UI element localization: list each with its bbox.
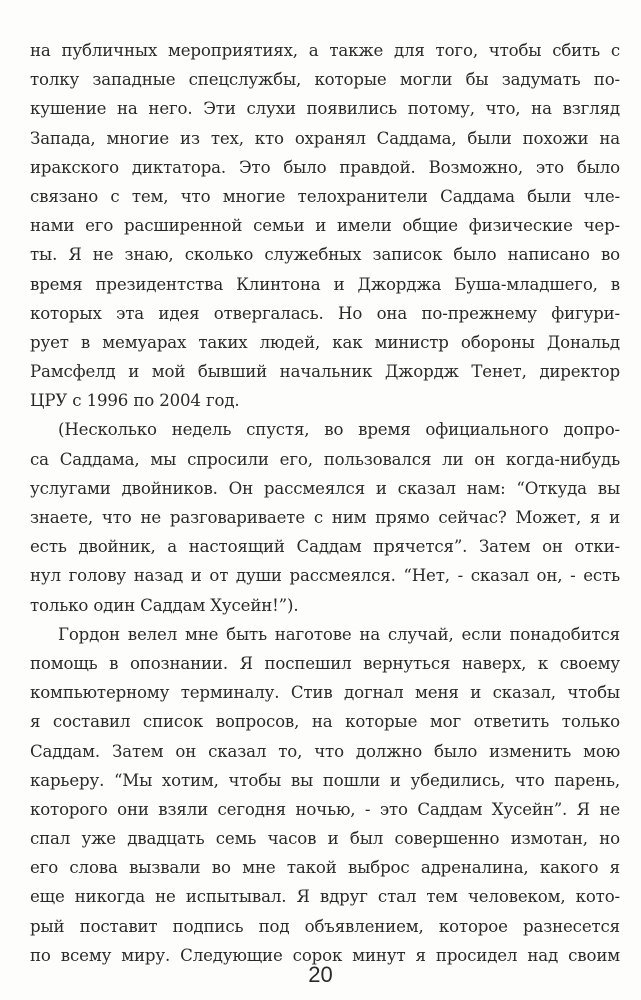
text-line: Запада, многие из тех, кто охранял Саддама, были похожи на [30,128,620,148]
text-line: которого они взяли сегодня ночью, - это Саддам Хусейн”. Я не [30,799,620,819]
body-text [30,36,620,970]
text-line: спал уже двадцать семь часов и был совершенно измотан, но [30,829,620,849]
page-number: 20 [308,962,333,987]
text-line: которых эта идея отвергалась. Но она по-прежнему фигури- [30,303,620,323]
text-line: знаете, что не разговариваете с ним прямо сейчас? Может, я и [30,508,620,527]
text-line: нами его расширенной семьи и имели общие физические чер- [30,216,620,236]
text-line: Рамсфелд и мой бывший начальник Джордж Тенет, директор [30,362,620,382]
text-line: карьеру. “Мы хотим, чтобы вы пошли и убедились, что парень, [30,770,620,790]
text-line: я составил список вопросов, на которые мог ответить только [30,712,620,732]
text-line: толку западные спецслужбы, которые могли бы задумать по- [30,70,620,90]
text-line: нул голову назад и от души рассмеялся. “Нет, - сказал он, - есть [30,566,620,586]
text-line: рый поставит подпись под объявлением, которое разнесется [30,916,620,936]
text-line: еще никогда не испытывал. Я вдруг стал тем человеком, кото- [30,887,620,907]
text-line: только один Саддам Хусейн!”). [30,595,299,615]
paragraph [30,415,620,619]
text-line: кушение на него. Эти слухи появились потому, что, на взгляд [30,99,620,119]
text-line: (Несколько недель спустя, во время официального допро- [58,420,620,440]
text-line: иракского диктатора. Это было правдой. Возможно, это было [30,157,620,177]
text-line: рует в мемуарах таких людей, как министр обороны Дональд [30,332,620,352]
paragraph [30,620,620,970]
text-line: связано с тем, что многие телохранители Саддама были чле- [30,186,620,206]
text-line: время президентства Клинтона и Джорджа Буша-младшего, в [30,274,620,294]
text-line: компьютерному терминалу. Стив догнал меня и сказал, чтобы [30,683,620,703]
text-line: помощь в опознании. Я поспешил вернуться наверх, к своему [30,653,620,673]
paragraph [30,36,620,415]
text-line: на публичных мероприятиях, а также для того, чтобы сбить с [30,41,620,60]
text-line: есть двойник, а настоящий Саддам прячется”. Затем он отки- [30,537,620,557]
text-line: Гордон велел мне быть наготове на случай, если понадобится [58,624,620,644]
text-line: его слова вызвали во мне такой выброс адреналина, какого я [30,858,620,878]
text-line: по всему миру. Следующие сорок минут я просидел над своим [30,945,620,965]
text-line: услугами двойников. Он рассмеялся и сказал нам: “Откуда вы [30,478,620,498]
text-line: ты. Я не знаю, сколько служебных записок было написано во [30,245,620,265]
text-line: Саддам. Затем он сказал то, что должно было изменить мою [30,741,620,761]
text-line: са Саддама, мы спросили его, пользовался ли он когда-нибудь [30,449,620,469]
text-line: ЦРУ с 1996 по 2004 год. [30,391,240,411]
